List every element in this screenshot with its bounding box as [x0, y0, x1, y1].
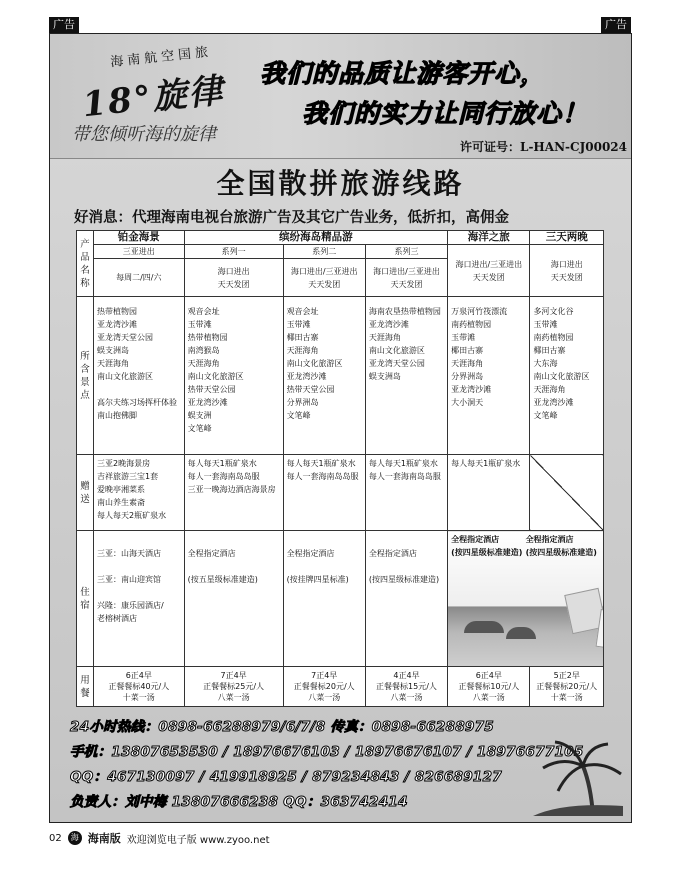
row-label-meal: 用餐 [77, 667, 94, 707]
page-number: 02 [49, 832, 62, 844]
ad-frame [49, 33, 632, 823]
spots-cell: 观音会址 玉带滩 热带植物园 南湾猴岛 天涯海角 南山文化旅游区 热带天堂公园 亚龙湾沙滩 蜈支洲 文笔峰 [184, 297, 283, 455]
sub-ocean: 海口进出/三亚进出 天天发团 [448, 245, 530, 297]
logo-main-text: 18°旋律 [80, 70, 227, 126]
gift-cell: 三亚2晚海景房 吉祥旅游三宝1套 爱晚亭湘菜系 南山养生素斋 每人每天2瓶矿泉水 [94, 455, 185, 531]
row-label-gift: 赠送 [77, 455, 94, 531]
group-ocean: 海洋之旅 [448, 231, 530, 245]
spots-cell: 热带植物园 亚龙湾沙滩 亚龙湾天堂公园 蜈支洲岛 天涯海角 南山文化旅游区 高尔夫练习场挥杆体验 南山抱佛脚 [94, 297, 185, 455]
meal-cell: 6正4早 正餐餐标40元/人 十菜一汤 [94, 667, 185, 707]
meal-cell: 7正4早 正餐餐标20元/人 八菜一汤 [283, 667, 365, 707]
mobile-text: 手机：13807653530 / 18976676103 / 18976676107 / 18976677105 [70, 744, 584, 760]
hotline-text: 24小时热线：0898-66288979/6/7/8 传真：0898-66288975 [70, 719, 495, 735]
palm-tree-image [533, 736, 623, 816]
umbrella-image [506, 627, 536, 639]
header-banner [50, 34, 631, 159]
ad-tag-right: 广告 [601, 17, 631, 33]
logo-slogan: 带您倾听海的旋律 [72, 124, 216, 145]
page-footer [49, 830, 270, 846]
spots-cell: 观音会址 玉带滩 椰田古寨 天涯海角 南山文化旅游区 亚龙湾沙滩 热带天堂公园 分界洲岛 文笔峰 [283, 297, 365, 455]
news-line: 好消息：代理海南电视台旅游广告及其它广告业务，低折扣，高佣金 [74, 210, 509, 226]
row-label-stay: 住宿 [77, 531, 94, 667]
slogan-line-1: 我们的品质让游客开心， [260, 59, 547, 88]
footer-brand: 海南版 [87, 832, 121, 845]
sub-schedule: 每周二/四/六 [94, 259, 185, 297]
sub-series-1: 系列一 [184, 245, 283, 259]
spots-cell: 海南农垦热带植物园 亚龙湾沙滩 天涯海角 南山文化旅游区 亚龙湾天堂公园 蜈支洲岛 [365, 297, 447, 455]
meal-cell: 7正4早 正餐餐标25元/人 八菜一汤 [184, 667, 283, 707]
gift-empty-cell [530, 455, 604, 531]
meal-cell: 4正4早 正餐餐标15元/人 八菜一汤 [365, 667, 447, 707]
row-label-spots: 所含景点 [77, 297, 94, 455]
brand-icon: 海 [68, 831, 82, 845]
sub-series-3: 系列三 [365, 245, 447, 259]
group-platinum: 铂金海景 [94, 231, 185, 245]
umbrella-image [464, 621, 504, 633]
gift-cell: 每人每天1瓶矿泉水 [448, 455, 530, 531]
row-label-product: 产品名称 [77, 231, 94, 297]
stay-cell: 全程指定酒店 (按挂牌四星标准) [283, 531, 365, 667]
sub-s1-dep: 海口进出 天天发团 [184, 259, 283, 297]
group-island: 缤纷海岛精品游 [184, 231, 448, 245]
stay-cell: 全程指定酒店 (按四星级标准建造) [365, 531, 447, 667]
route-table [76, 230, 604, 707]
stay-cell: 全程指定酒店 (按五星级标准建造) [184, 531, 283, 667]
contact-person-text: 负责人：刘中梅 13807666238 QQ：363742414 [70, 794, 408, 810]
meal-cell: 5正2早 正餐餐标20元/人 十菜一汤 [530, 667, 604, 707]
sub-3d2n: 海口进出 天天发团 [530, 245, 604, 297]
meal-cell: 6正4早 正餐餐标10元/人 八菜一汤 [448, 667, 530, 707]
sub-s2-dep: 海口进出/三亚进出 天天发团 [283, 259, 365, 297]
qq-text: QQ：467130097 / 419918925 / 879234843 / 826689127 [70, 769, 503, 785]
beach-photo-cell [448, 531, 604, 667]
sub-sanya: 三亚进出 [94, 245, 185, 259]
stay-3d2n: 全程指定酒店 (按四星级标准建造) [525, 535, 597, 557]
ad-tag-left: 广告 [49, 17, 79, 33]
page-title: 全国散拼旅游线路 [216, 167, 465, 200]
spots-cell: 万泉河竹筏漂流 南药植物园 玉带滩 椰田古寨 天涯海角 分界洲岛 亚龙湾沙滩 大小洞天 [448, 297, 530, 455]
sub-s3-dep: 海口进出/三亚进出 天天发团 [365, 259, 447, 297]
gift-cell: 每人每天1瓶矿泉水 每人一套海南岛岛服 三亚一晚海边酒店海景房 [184, 455, 283, 531]
sub-series-2: 系列二 [283, 245, 365, 259]
stay-cell: 三亚：山海天酒店 三亚：南山迎宾馆 兴隆：康乐园酒店/ 老榕树酒店 [94, 531, 185, 667]
spots-cell: 多河文化谷 玉带滩 南药植物园 椰田古寨 大东海 南山文化旅游区 天涯海角 亚龙湾沙滩 文笔峰 [530, 297, 604, 455]
license-number: 许可证号：L-HAN-CJ00024 [460, 140, 627, 154]
gift-cell: 每人每天1瓶矿泉水 每人一套海南岛岛服 [365, 455, 447, 531]
stay-ocean: 全程指定酒店 (按四星级标准建造) [451, 535, 523, 557]
logo-small-text: 海南航空国旅 [109, 44, 213, 71]
gift-cell: 每人每天1瓶矿泉水 每人一套海南岛岛服 [283, 455, 365, 531]
footer-text: 欢迎浏览电子版 www.zyoo.net [126, 834, 270, 846]
slogan-line-2: 我们的实力让同行放心！ [302, 99, 589, 128]
group-3d2n: 三天两晚 [530, 231, 604, 245]
